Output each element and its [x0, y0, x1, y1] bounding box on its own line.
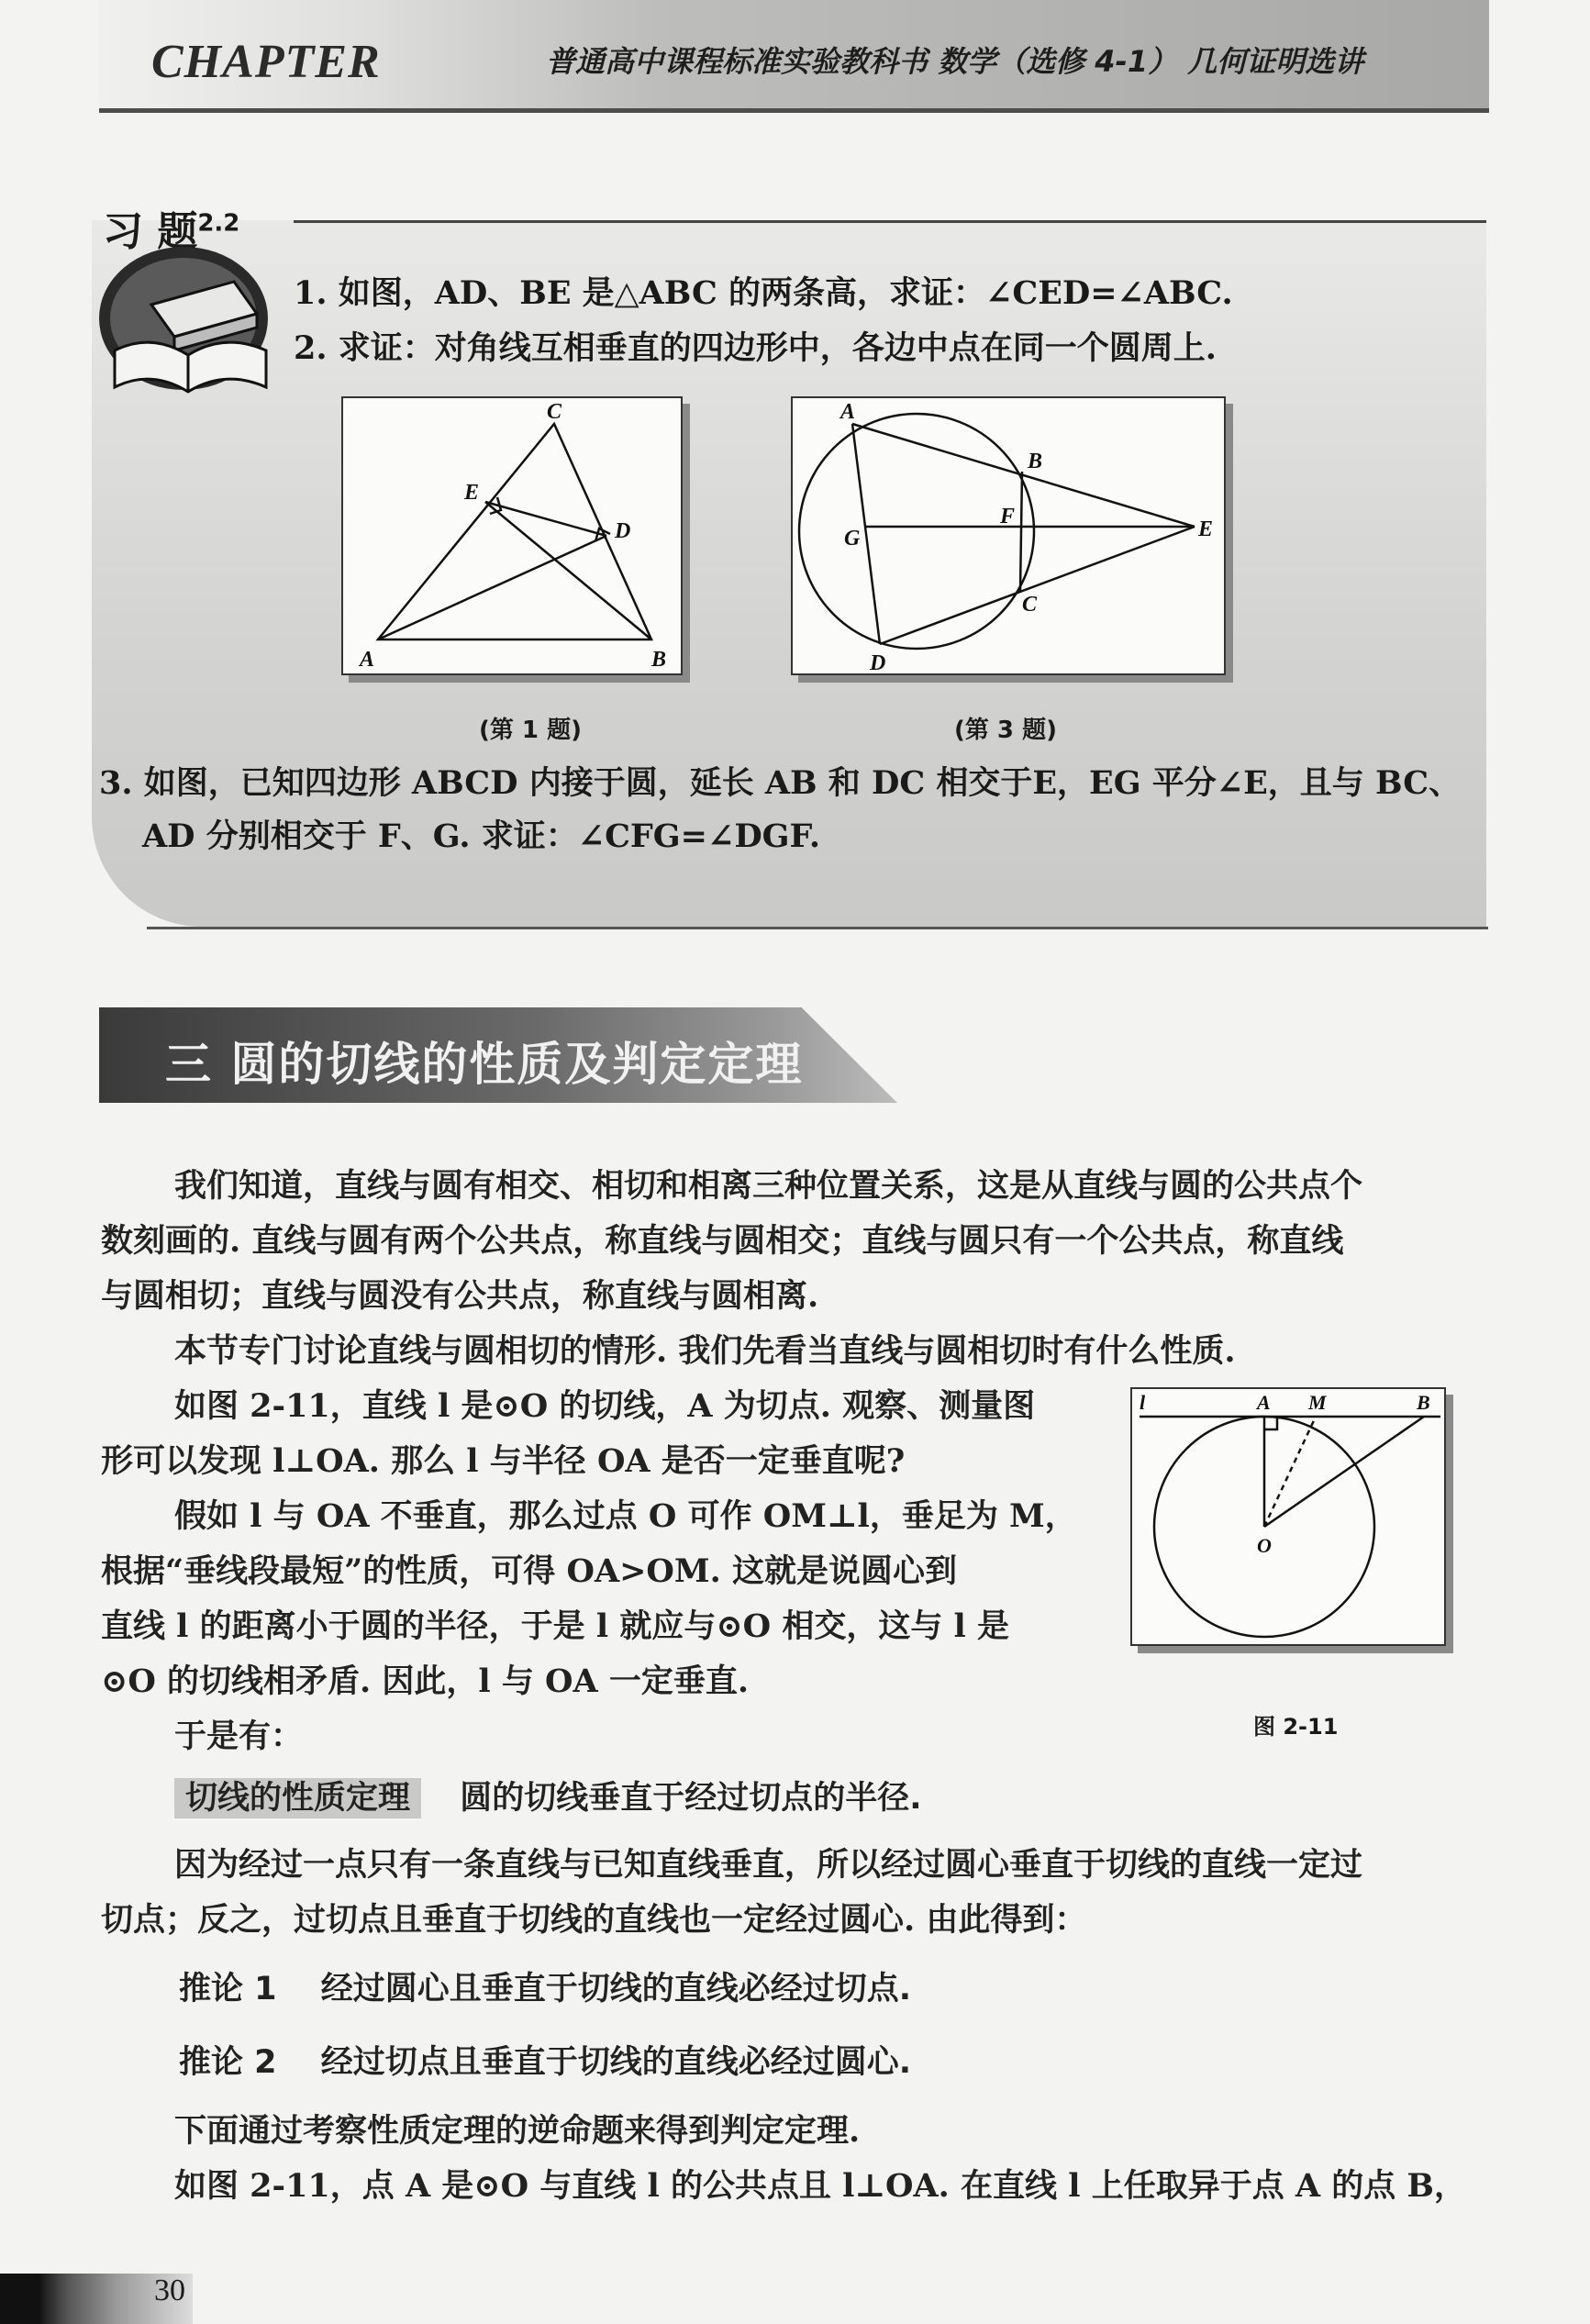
body-line-5: 如图 2-11，直线 l 是⊙O 的切线，A 为切点. 观察、测量图	[174, 1387, 1036, 1425]
fig1-label-c: C	[547, 400, 562, 424]
fig3-label-d: D	[870, 651, 886, 673]
fig1-label-d: D	[615, 519, 631, 543]
section-title: 三 圆的切线的性质及判定定理	[165, 1038, 804, 1091]
book-icon	[96, 240, 289, 396]
figure-problem-1	[341, 396, 683, 675]
figure-problem-3	[791, 396, 1226, 675]
triangle-diagram	[343, 398, 681, 673]
body-line-9: 直线 l 的距离小于圆的半径，于是 l 就应与⊙O 相交，这与 l 是	[101, 1607, 1009, 1645]
exercise-badge-number: 2.2	[197, 209, 240, 238]
figure-2-11	[1130, 1387, 1446, 1646]
body-line-13: 切点；反之，过切点且垂直于切线的直线也一定经过圆心. 由此得到：	[101, 1901, 1087, 1939]
body-line-4: 本节专门讨论直线与圆相切的情形. 我们先看当直线与圆相切时有什么性质.	[174, 1332, 1236, 1370]
tangent-circle-diagram	[1132, 1389, 1444, 1644]
theorem-text: 圆的切线垂直于经过切点的半径.	[460, 1780, 922, 1817]
fig211-label-a: A	[1257, 1391, 1271, 1414]
exercise-badge-label: 习 题	[103, 208, 198, 255]
theorem-line	[174, 1773, 922, 1818]
corollary-2-tag: 推论 2	[179, 2044, 277, 2081]
corollary-1-tag: 推论 1	[179, 1971, 277, 2007]
fig211-label-m: M	[1308, 1391, 1327, 1414]
body-line-6: 形可以发现 l⊥OA. 那么 l 与半径 OA 是否一定垂直呢?	[101, 1442, 906, 1480]
exercise-item-2: 2. 求证：对角线互相垂直的四边形中，各边中点在同一个圆周上.	[294, 329, 1217, 367]
body-line-15: 如图 2-11，点 A 是⊙O 与直线 l 的公共点且 l⊥OA. 在直线 l 上任取异于点 A 的点 B，	[174, 2167, 1467, 2205]
book-series-title: 普通高中课程标准实验教科书 数学（选修 4-1） 几何证明选讲	[546, 44, 1364, 79]
fig3-label-f: F	[1000, 505, 1016, 528]
fig211-label-b: B	[1417, 1391, 1430, 1414]
corollary-1	[179, 1963, 911, 2009]
body-line-14: 下面通过考察性质定理的逆命题来得到判定定理.	[174, 2112, 861, 2150]
fig3-label-e: E	[1198, 517, 1214, 541]
body-line-11: 于是有：	[174, 1718, 304, 1755]
exercise-item-1: 1. 如图，AD、BE 是△ABC 的两条高，求证：∠CED=∠ABC.	[294, 274, 1233, 312]
exercise-bottom-rule	[147, 927, 1488, 929]
fig3-label-a: A	[840, 400, 856, 424]
fig211-label-o: O	[1257, 1534, 1272, 1557]
fig1-label-e: E	[464, 481, 480, 505]
body-line-10: ⊙O 的切线相矛盾. 因此，l 与 OA 一定垂直.	[101, 1662, 750, 1700]
cyclic-quadrilateral-diagram	[793, 398, 1224, 673]
exercise-item-3: 3. 如图，已知四边形 ABCD 内接于圆，延长 AB 和 DC 相交于E，EG 平分∠E，且与 BC、	[99, 764, 1462, 802]
fig3-label-c: C	[1022, 593, 1038, 617]
fig1-label-a: A	[360, 648, 375, 672]
figure-2-11-caption: 图 2-11	[1253, 1714, 1339, 1740]
corollary-2-text: 经过切点且垂直于切线的直线必经过圆心.	[320, 2044, 912, 2081]
figure-1-caption: (第 1 题)	[479, 717, 582, 744]
fig3-label-b: B	[1028, 450, 1043, 473]
corollary-1-text: 经过圆心且垂直于切线的直线必经过切点.	[320, 1971, 912, 2007]
body-line-3: 与圆相切；直线与圆没有公共点，称直线与圆相离.	[101, 1277, 819, 1315]
chapter-label: CHAPTER	[151, 36, 381, 88]
exercise-top-rule	[294, 220, 1486, 223]
body-line-1: 我们知道，直线与圆有相交、相切和相离三种位置关系，这是从直线与圆的公共点个	[174, 1167, 1363, 1205]
exercise-item-3-cont: AD 分别相交于 F、G. 求证：∠CFG=∠DGF.	[142, 817, 821, 855]
fig1-label-b: B	[651, 648, 667, 672]
fig211-label-l: l	[1140, 1391, 1146, 1414]
figure-3-caption: (第 3 题)	[954, 717, 1057, 744]
fig3-label-g: G	[844, 527, 861, 550]
page-number: 30	[154, 2274, 185, 2307]
body-line-7: 假如 l 与 OA 不垂直，那么过点 O 可作 OM⊥l，垂足为 M，	[174, 1497, 1077, 1535]
body-line-8: 根据“垂线段最短”的性质，可得 OA>OM. 这就是说圆心到	[101, 1552, 958, 1590]
body-line-2: 数刻画的. 直线与圆有两个公共点，称直线与圆相交；直线与圆只有一个公共点，称直线	[101, 1222, 1344, 1260]
theorem-tag: 切线的性质定理	[174, 1778, 421, 1818]
corollary-2	[179, 2037, 911, 2083]
body-line-12: 因为经过一点只有一条直线与已知直线垂直，所以经过圆心垂直于切线的直线一定过	[174, 1846, 1363, 1884]
